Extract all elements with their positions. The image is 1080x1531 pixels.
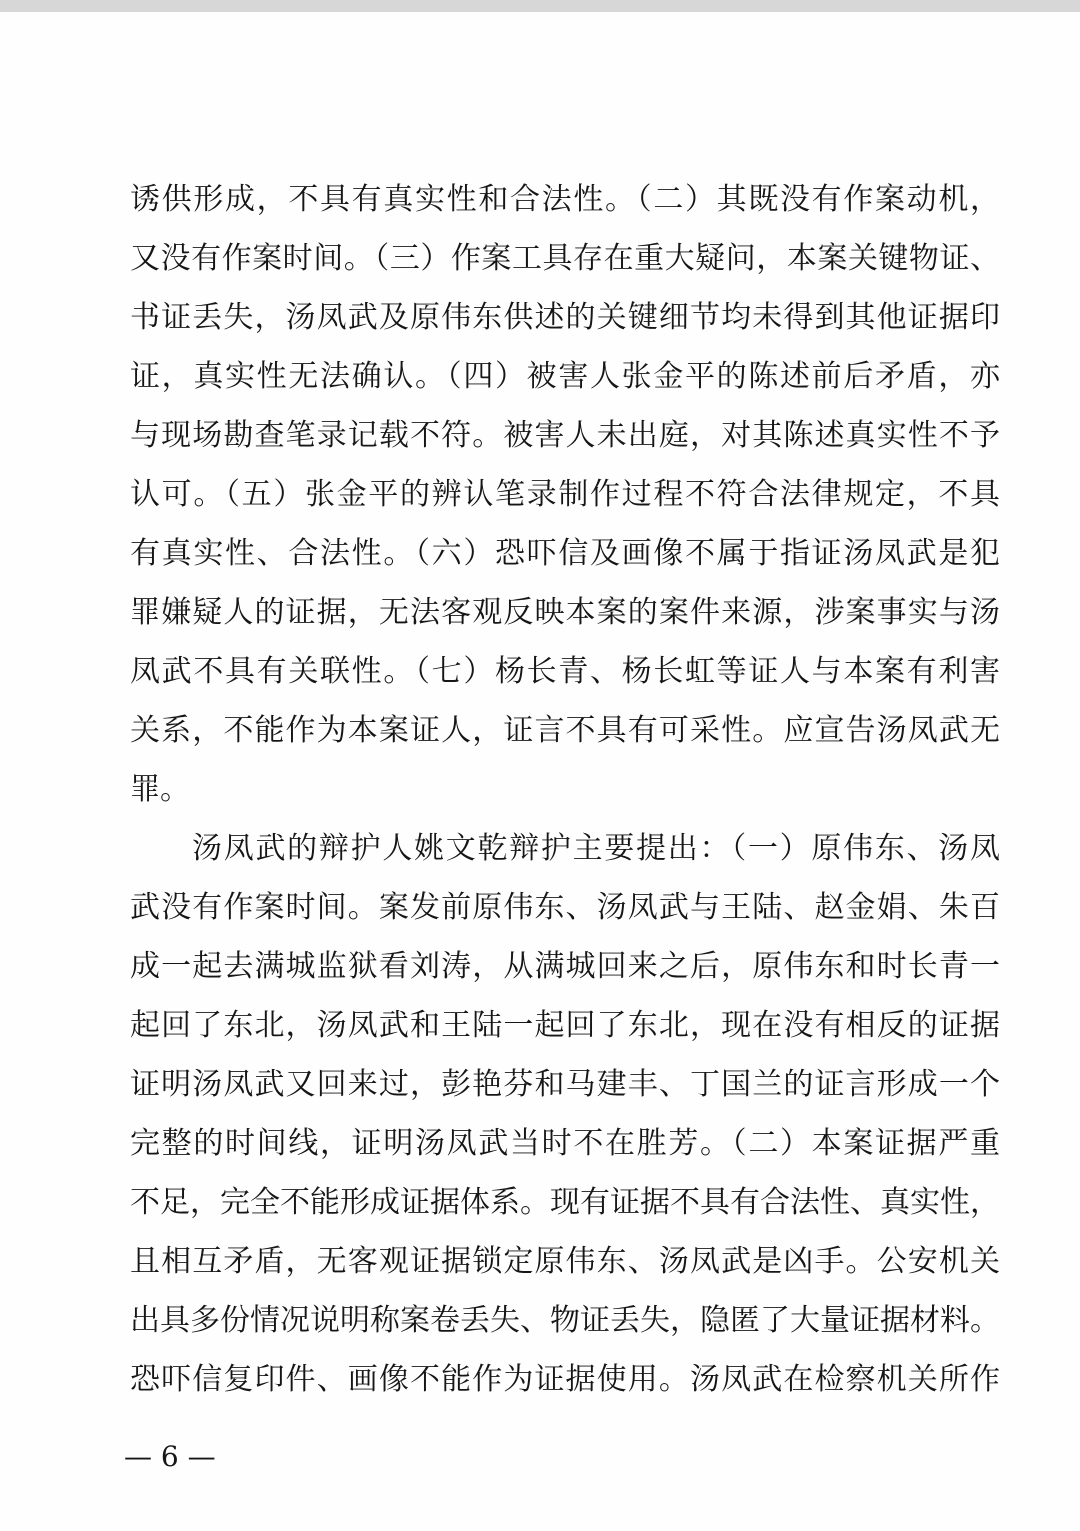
text-line: 不足，完全不能形成证据体系。现有证据不具有合法性、真实性， [130, 1185, 1000, 1220]
text-line: 证明汤凤武又回来过，彭艳芬和马建丰、丁国兰的证言形成一个 [130, 1067, 1000, 1102]
page-number: — 6 — [124, 1440, 216, 1473]
text-line: 诱供形成，不具有真实性和合法性。（二）其既没有作案动机， [130, 182, 1000, 217]
text-line: 武没有作案时间。案发前原伟东、汤凤武与王陆、赵金娟、朱百 [130, 890, 1000, 925]
text-line: 书证丢失，汤凤武及原伟东供述的关键细节均未得到其他证据印 [130, 300, 1000, 335]
paragraph-1 [130, 170, 1000, 819]
text-line: 起回了东北，汤凤武和王陆一起回了东北，现在没有相反的证据 [130, 1008, 1000, 1043]
text-line: 完整的时间线，证明汤凤武当时不在胜芳。（二）本案证据严重 [130, 1126, 1000, 1161]
text-line: 凤武不具有关联性。（七）杨长青、杨长虹等证人与本案有利害 [130, 654, 1000, 689]
text-line: 罪。 [130, 772, 190, 807]
text-line: 出具多份情况说明称案卷丢失、物证丢失，隐匿了大量证据材料。 [130, 1303, 1000, 1338]
text-line: 关系，不能作为本案证人，证言不具有可采性。应宣告汤凤武无 [130, 713, 1000, 748]
text-line: 罪嫌疑人的证据，无法客观反映本案的案件来源，涉案事实与汤 [130, 595, 1000, 630]
text-line: 成一起去满城监狱看刘涛，从满城回来之后，原伟东和时长青一 [130, 949, 1000, 984]
text-line: 有真实性、合法性。（六）恐吓信及画像不属于指证汤凤武是犯 [130, 536, 1000, 571]
text-line: 证，真实性无法确认。（四）被害人张金平的陈述前后矛盾，亦 [130, 359, 1000, 394]
text-line: 恐吓信复印件、画像不能作为证据使用。汤凤武在检察机关所作 [130, 1362, 1000, 1397]
text-line: 且相互矛盾，无客观证据锁定原伟东、汤凤武是凶手。公安机关 [130, 1244, 1000, 1279]
text-line: 汤凤武的辩护人姚文乾辩护主要提出：（一）原伟东、汤凤 [192, 831, 1000, 866]
text-line: 与现场勘查笔录记载不符。被害人未出庭，对其陈述真实性不予 [130, 418, 1000, 453]
text-line: 认可。（五）张金平的辨认笔录制作过程不符合法律规定，不具 [130, 477, 1000, 512]
paragraph-2 [130, 819, 1000, 1409]
text-line: 又没有作案时间。（三）作案工具存在重大疑问，本案关键物证、 [130, 241, 1000, 276]
document-body [130, 170, 1000, 1409]
top-border-band [0, 0, 1080, 12]
